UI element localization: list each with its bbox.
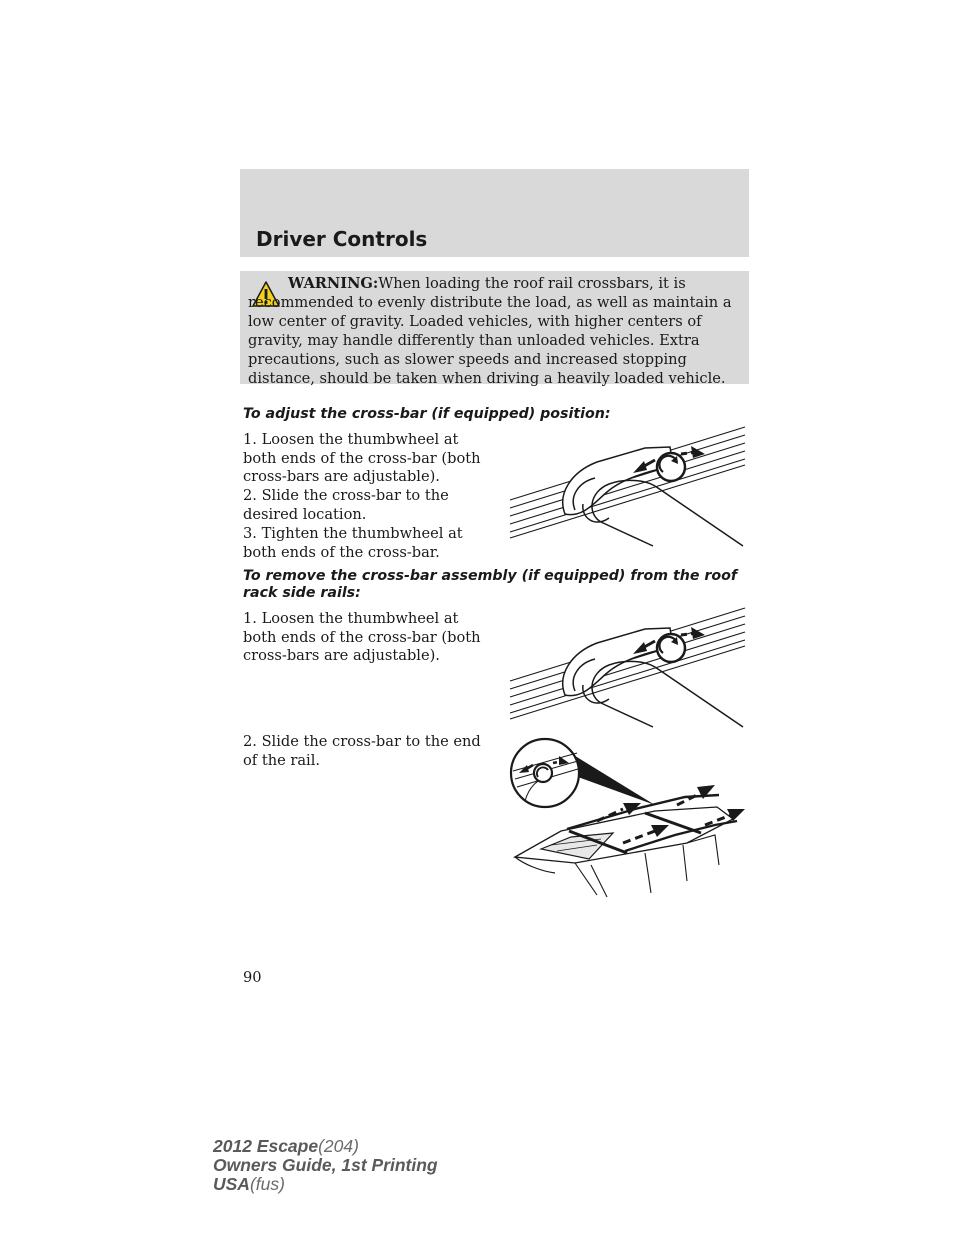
- warning-body: When loading the roof rail crossbars, it is recommended to evenly distribute the load, as well as maintain a low center of gravity. Loaded vehicles, with higher centers of gravity, may handle differently than unloaded vehicles. Extra precautions, such as slower speeds and increased stopping distance, should be taken when driving a heavily loaded vehicle.: [248, 275, 732, 387]
- section-header-band: [240, 169, 749, 257]
- crossbar-adjust-illustration: [505, 422, 750, 547]
- footer-region-line: USA(fus): [213, 1174, 285, 1194]
- section-title: Driver Controls: [256, 227, 428, 251]
- crossbar-loosen-illustration: [505, 603, 750, 728]
- adjust-step-3: 3. Tighten the thumbwheel at both ends of the cross-bar.: [243, 525, 463, 561]
- print-footer: [213, 1137, 438, 1194]
- adjust-heading: To adjust the cross-bar (if equipped) position:: [243, 406, 611, 422]
- warning-box: [240, 271, 749, 387]
- adjust-step-1: 1. Loosen the thumbwheel at both ends of the cross-bar (both cross-bars are adjustable).: [243, 431, 481, 485]
- footer-guide-line: Owners Guide, 1st Printing: [213, 1155, 438, 1175]
- remove-step-2: 2. Slide the cross-bar to the end of the rail.: [243, 733, 481, 769]
- remove-step-1: 1. Loosen the thumbwheel at both ends of the cross-bar (both cross-bars are adjustable).: [243, 610, 481, 664]
- warning-label: WARNING:: [288, 275, 379, 292]
- roof-rack-removal-illustration: [505, 735, 755, 900]
- page-number: 90: [243, 969, 262, 986]
- adjust-step-2: 2. Slide the cross-bar to the desired location.: [243, 487, 449, 523]
- footer-model-line: 2012 Escape(204): [213, 1136, 359, 1156]
- warning-text: [248, 274, 744, 388]
- remove-heading: To remove the cross-bar assembly (if equipped) from the roof rack side rails:: [243, 568, 738, 601]
